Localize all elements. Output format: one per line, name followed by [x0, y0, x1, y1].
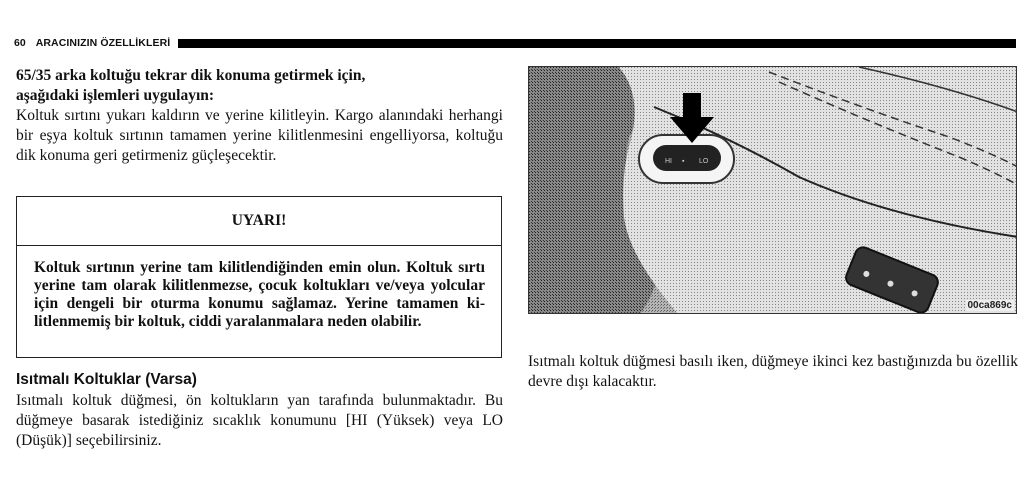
heated-seats-disable-paragraph: Isıtmalı koltuk düğmesi basılı iken, düğmeye ikinci kez bastığınızda bu özellik devre dışı kalacaktır.: [528, 353, 1018, 390]
svg-text:▪: ▪: [682, 158, 685, 165]
warning-title: UYARI!: [17, 197, 501, 246]
seat-upright-section: [16, 66, 503, 166]
heated-seats-heading: Isıtmalı Koltuklar (Varsa): [16, 371, 197, 388]
warning-box: [16, 196, 502, 358]
heated-seats-paragraph: Isıtmalı koltuk düğmesi, ön koltukların yan tarafında bulunmaktadır. Bu düğmeye basarak istediğiniz sıcaklık konumunu [HI (Yüksek) veya LO (Düşük)] seçebilirsiniz.: [16, 392, 503, 449]
heated-seat-switch: [653, 145, 721, 171]
page-number: 60: [14, 37, 26, 49]
header-rule: [178, 39, 1016, 48]
seat-switch-figure: [528, 66, 1017, 314]
figure-code: 00ca869c: [967, 300, 1012, 311]
page-header: [14, 37, 1016, 49]
seat-illustration: [529, 67, 1017, 314]
seat-upright-paragraph: Koltuk sırtını yukarı kaldırın ve yerine kilitleyin. Kargo alanındaki herhangi bir eşya koltuk sırtının tamamen yerine kilitlenmesini engelliyorsa, koltuğu dik konuma geri getirmeniz güçleşecektir.: [16, 107, 503, 164]
section-title: ARACINIZIN ÖZELLİKLERİ: [35, 37, 171, 49]
section-heading-line2: aşağıdaki işlemleri uygulayın:: [16, 87, 215, 104]
svg-text:HI: HI: [665, 158, 672, 165]
warning-body: Koltuk sırtının yerine tam kilitlendiğinden emin olun. Koltuk sırtı yerine tam olarak kilitlenmezse, çocuk koltukları ve/veya yolcular için dengeli bir oturma konumu sağlamaz. Yerine tamamen ki-litlenmemiş bir koltuk, ciddi yaralanmalara neden olabilir.: [34, 259, 485, 330]
section-heading-line1: 65/35 arka koltuğu tekrar dik konuma getirmek için,: [16, 67, 366, 84]
svg-text:LO: LO: [699, 158, 709, 165]
